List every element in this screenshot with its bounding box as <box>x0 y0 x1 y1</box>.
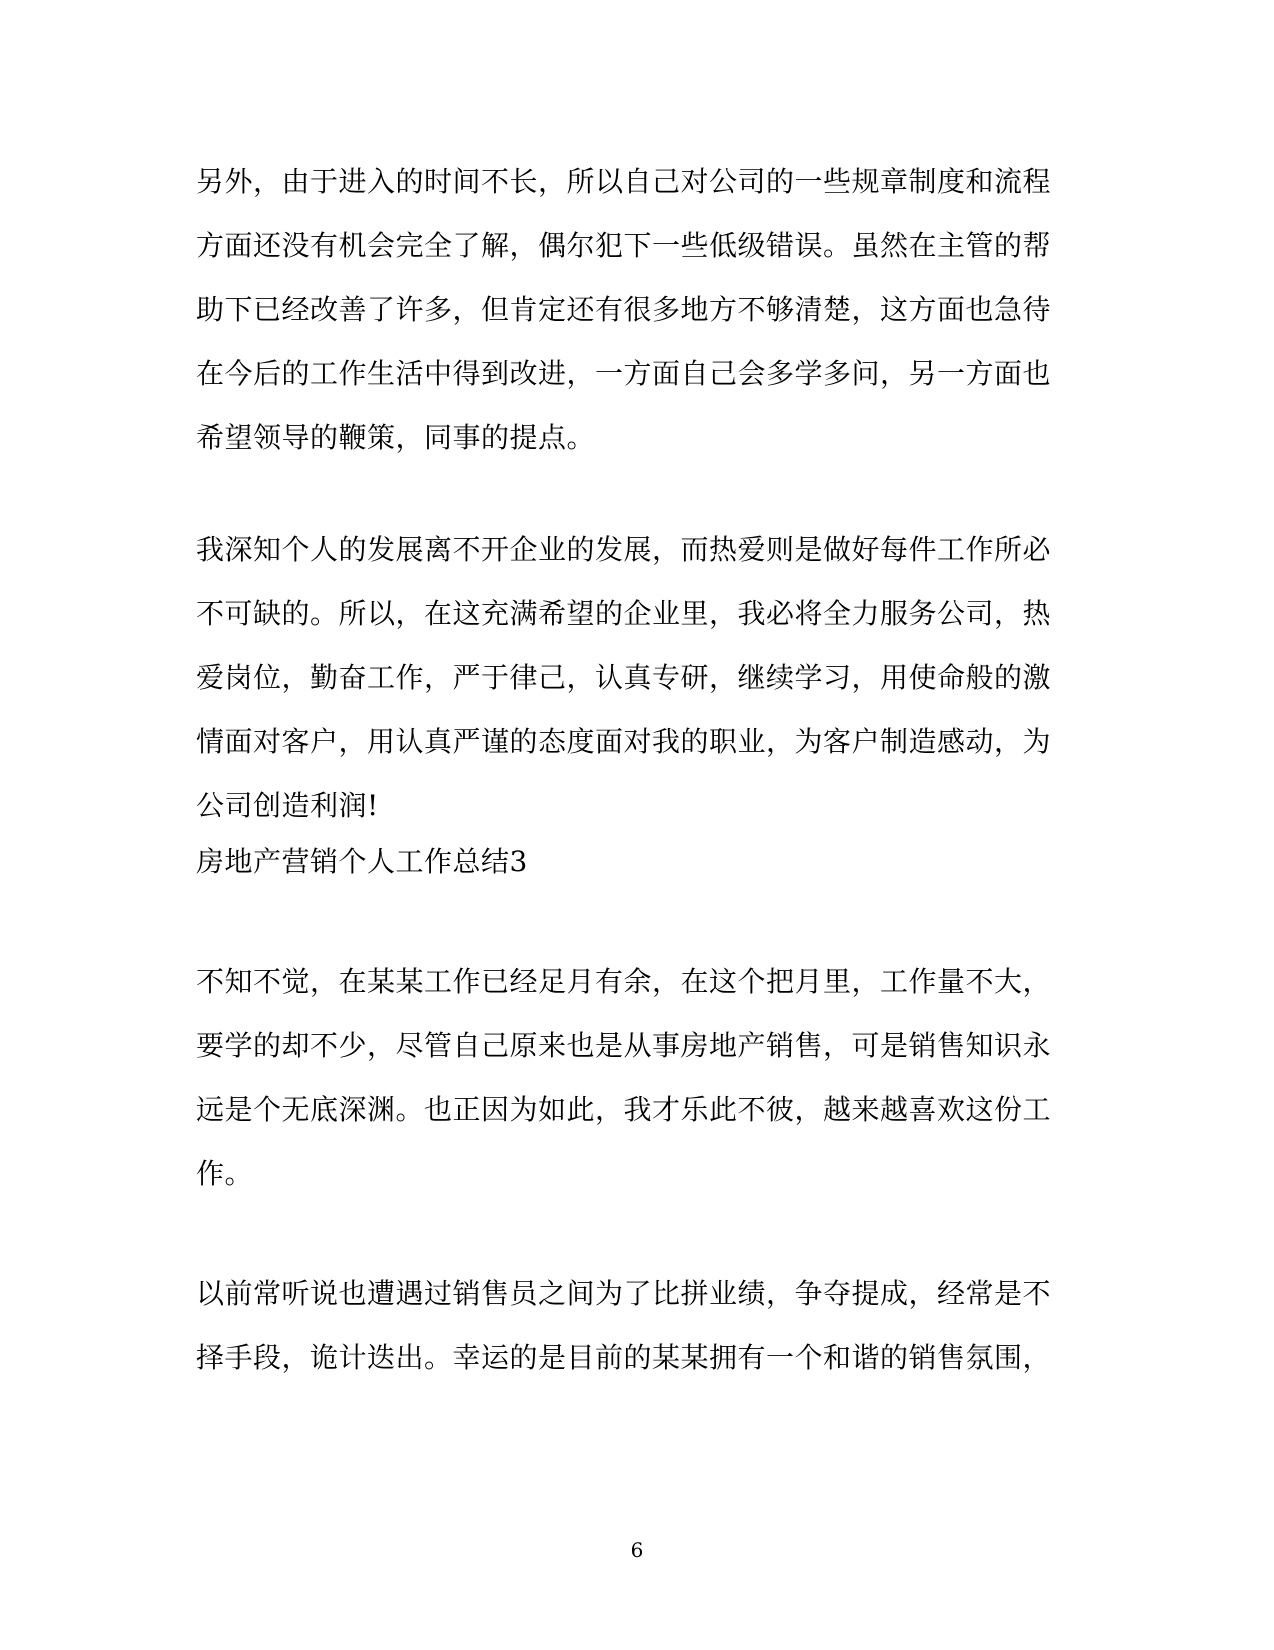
paragraph-line: 爱岗位，勤奋工作，严于律己，认真专研，继续学习，用使命般的激 <box>196 661 1052 694</box>
paragraph-line: 在今后的工作生活中得到改进，一方面自己会多学多问，另一方面也 <box>196 357 1052 390</box>
paragraph-line: 择手段，诡计迭出。幸运的是目前的某某拥有一个和谐的销售氛围， <box>196 1341 1052 1374</box>
paragraph-line: 助下已经改善了许多，但肯定还有很多地方不够清楚，这方面也急待 <box>196 293 1052 326</box>
paragraph-3 <box>196 950 1076 1206</box>
paragraph-line: 要学的却不少，尽管自己原来也是从事房地产销售，可是销售知识永 <box>196 1029 1052 1062</box>
paragraph-1 <box>196 150 1076 470</box>
paragraph-line: 公司创造利润! <box>196 789 379 822</box>
paragraph-line: 远是个无底深渊。也正因为如此，我才乐此不彼，越来越喜欢这份工 <box>196 1093 1052 1126</box>
paragraph-line: 情面对客户，用认真严谨的态度面对我的职业，为客户制造感动，为 <box>196 725 1052 758</box>
section-heading-block <box>196 830 1076 894</box>
paragraph-2 <box>196 518 1076 838</box>
paragraph-line: 以前常听说也遭遇过销售员之间为了比拼业绩，争夺提成，经常是不 <box>196 1277 1052 1310</box>
page-number: 6 <box>630 1538 644 1562</box>
paragraph-line: 不可缺的。所以，在这充满希望的企业里，我必将全力服务公司，热 <box>196 597 1052 630</box>
section-heading: 房地产营销个人工作总结3 <box>196 845 528 878</box>
paragraph-line: 我深知个人的发展离不开企业的发展，而热爱则是做好每件工作所必 <box>196 533 1052 566</box>
paragraph-line: 作。 <box>196 1157 254 1190</box>
paragraph-line: 希望领导的鞭策，同事的提点。 <box>196 421 596 454</box>
paragraph-line: 另外，由于进入的时间不长，所以自己对公司的一些规章制度和流程 <box>196 165 1052 198</box>
paragraph-4 <box>196 1262 1076 1390</box>
paragraph-line: 方面还没有机会完全了解，偶尔犯下一些低级错误。虽然在主管的帮 <box>196 229 1052 262</box>
paragraph-line: 不知不觉，在某某工作已经足月有余，在这个把月里，工作量不大， <box>196 965 1052 998</box>
